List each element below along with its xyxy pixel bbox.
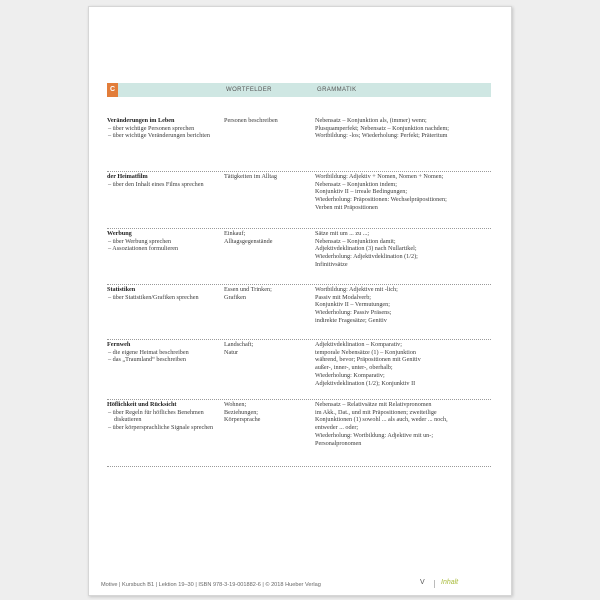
grammatik-line: Infinitivsätze — [315, 260, 348, 268]
footer-publication-info: Motive | Kursbuch B1 | Lektion 19–30 | ISBN 978-3-19-001882-6 | © 2018 Hueber Verlag — [101, 582, 321, 588]
grammatik-line: Nebensatz – Konjunktion damit; — [315, 237, 396, 245]
topic-cell — [107, 173, 221, 188]
grammatik-line: Sätze mit um ... zu ...; — [315, 230, 370, 237]
grammatik-cell — [315, 341, 493, 387]
wortfeld-line: Körpersprache — [224, 416, 261, 424]
topic-item: – die eigene Heimat beschreiben — [108, 348, 189, 356]
grammatik-line: entweder ... oder; — [315, 424, 359, 432]
topic-cell — [107, 286, 221, 301]
grammatik-line: im Akk., Dat., und mit Präpositionen; zweiteilige — [315, 408, 437, 416]
wortfeld-line: Wohnen; — [224, 401, 247, 408]
wortfelder-cell — [224, 230, 302, 245]
topic-item: – über Statistiken/Grafiken sprechen — [108, 293, 199, 301]
topic-item: – über Regeln für höfliches Benehmen diskutieren — [108, 408, 204, 424]
grammatik-line: Konjunktiv II – Vermutungen; — [315, 301, 390, 309]
column-header-grammatik: GRAMMATIK — [317, 87, 357, 93]
wortfelder-cell — [224, 286, 302, 301]
grammatik-line: Wiederholung: Wortbildung: Adjektive mit un-; — [315, 431, 434, 439]
wortfelder-cell — [224, 341, 302, 356]
grammatik-cell — [315, 173, 493, 212]
topic-cell — [107, 341, 221, 364]
topic-title: Höflichkeit und Rücksicht — [107, 401, 177, 408]
wortfeld-line: Landschaft; — [224, 341, 254, 348]
grammatik-line: Wiederholung: Passiv Präsens; — [315, 309, 392, 317]
grammatik-line: Adjektivdeklination – Komparativ; — [315, 341, 402, 348]
grammatik-line: Konjunktionen (1) sowohl ... als auch, weder ... noch, — [315, 416, 448, 424]
wortfeld-line: Natur — [224, 348, 239, 356]
grammatik-line: Wiederholung: Komparativ; — [315, 371, 385, 379]
topic-item: – über wichtige Personen sprechen — [108, 124, 195, 132]
grammatik-cell — [315, 401, 493, 447]
topic-item: – über wichtige Veränderungen berichten — [108, 132, 210, 140]
topic-title: der Heimatfilm — [107, 173, 148, 180]
grammatik-line: Wortbildung: Adjektive mit -lich; — [315, 286, 398, 293]
wortfeld-line: Essen und Trinken; — [224, 286, 272, 293]
grammatik-line: Wiederholung: Präpositionen: Wechselpräpositionen; — [315, 196, 447, 204]
grammatik-line: indirekte Fragesätze; Genitiv — [315, 316, 387, 324]
topic-item: – über den Inhalt eines Films sprechen — [108, 180, 204, 188]
topic-title: Fernweh — [107, 341, 131, 348]
table-row — [107, 117, 491, 172]
grammatik-line: während, bevor; Präpositionen mit Genitiv — [315, 356, 421, 364]
grammatik-line: Nebensatz – Relativsätze mit Relativpronomen — [315, 401, 432, 408]
wortfelder-cell — [224, 401, 302, 424]
grammatik-line: Plusquamperfekt; Nebensatz – Konjunktion nachdem; — [315, 124, 450, 132]
page-footer — [89, 578, 511, 592]
wortfelder-cell — [224, 117, 302, 125]
grammatik-line: Personalpronomen — [315, 439, 362, 447]
grammatik-line: Konjunktiv II – irreale Bedingungen; — [315, 188, 408, 196]
wortfeld-line: Alltagsgegenstände — [224, 237, 273, 245]
table-row — [107, 173, 491, 229]
topic-cell — [107, 230, 221, 253]
topic-title: Statistiken — [107, 286, 136, 293]
wortfeld-line: Beziehungen; — [224, 408, 259, 416]
grammatik-line: Nebensatz – Konjunktion indem; — [315, 180, 397, 188]
table-header — [107, 83, 491, 97]
topic-item: – Assoziationen formulieren — [108, 245, 179, 253]
section-badge: C — [107, 83, 118, 97]
grammatik-line: Wortbildung: -los; Wiederholung: Perfekt; Präteritum — [315, 132, 448, 140]
topic-title: Veränderungen im Leben — [107, 117, 175, 124]
grammatik-cell — [315, 117, 493, 140]
grammatik-line: Nebensatz – Konjunktion als, (immer) wenn; — [315, 117, 427, 124]
topic-item: – das „Traumland“ beschreiben — [108, 356, 186, 364]
wortfeld-line: Tätigkeiten im Alltag — [224, 173, 277, 180]
footer-section-label: Inhalt — [441, 579, 459, 586]
table-row — [107, 401, 491, 467]
grammatik-line: Passiv mit Modalverb; — [315, 293, 372, 301]
grammatik-line: Adjektivdeklination (1/2); Konjunktiv II — [315, 379, 416, 387]
grammatik-cell — [315, 230, 493, 269]
table-row — [107, 286, 491, 340]
grammatik-line: Verben mit Präpositionen — [315, 203, 378, 211]
topic-title: Werbung — [107, 230, 132, 237]
wortfeld-line: Personen beschreiben — [224, 117, 278, 124]
grammatik-line: außer-, inner-, unter-, oberhalb; — [315, 364, 393, 372]
topic-item: – über körpersprachliche Signale sprechen — [108, 424, 214, 432]
wortfeld-line: Einkauf; — [224, 230, 246, 237]
grammatik-cell — [315, 286, 493, 325]
topic-cell — [107, 117, 221, 140]
page-number: V — [420, 579, 425, 586]
grammatik-line: Wiederholung: Adjektivdeklination (1/2); — [315, 253, 418, 261]
topic-cell — [107, 401, 221, 432]
footer-divider — [434, 580, 435, 588]
grammatik-line: Wortbildung: Adjektiv + Nomen, Nomen + Nomen; — [315, 173, 444, 180]
table-row — [107, 230, 491, 285]
column-header-wortfelder: WORTFELDER — [226, 87, 272, 93]
table-row — [107, 341, 491, 400]
grammatik-line: Adjektivdeklination (3) nach Nullartikel; — [315, 245, 417, 253]
wortfeld-line: Grafiken — [224, 293, 246, 301]
wortfelder-cell — [224, 173, 302, 181]
topic-item: – über Werbung sprechen — [108, 237, 172, 245]
document-page — [88, 6, 512, 596]
grammatik-line: temporale Nebensätze (1) – Konjunktion — [315, 348, 417, 356]
